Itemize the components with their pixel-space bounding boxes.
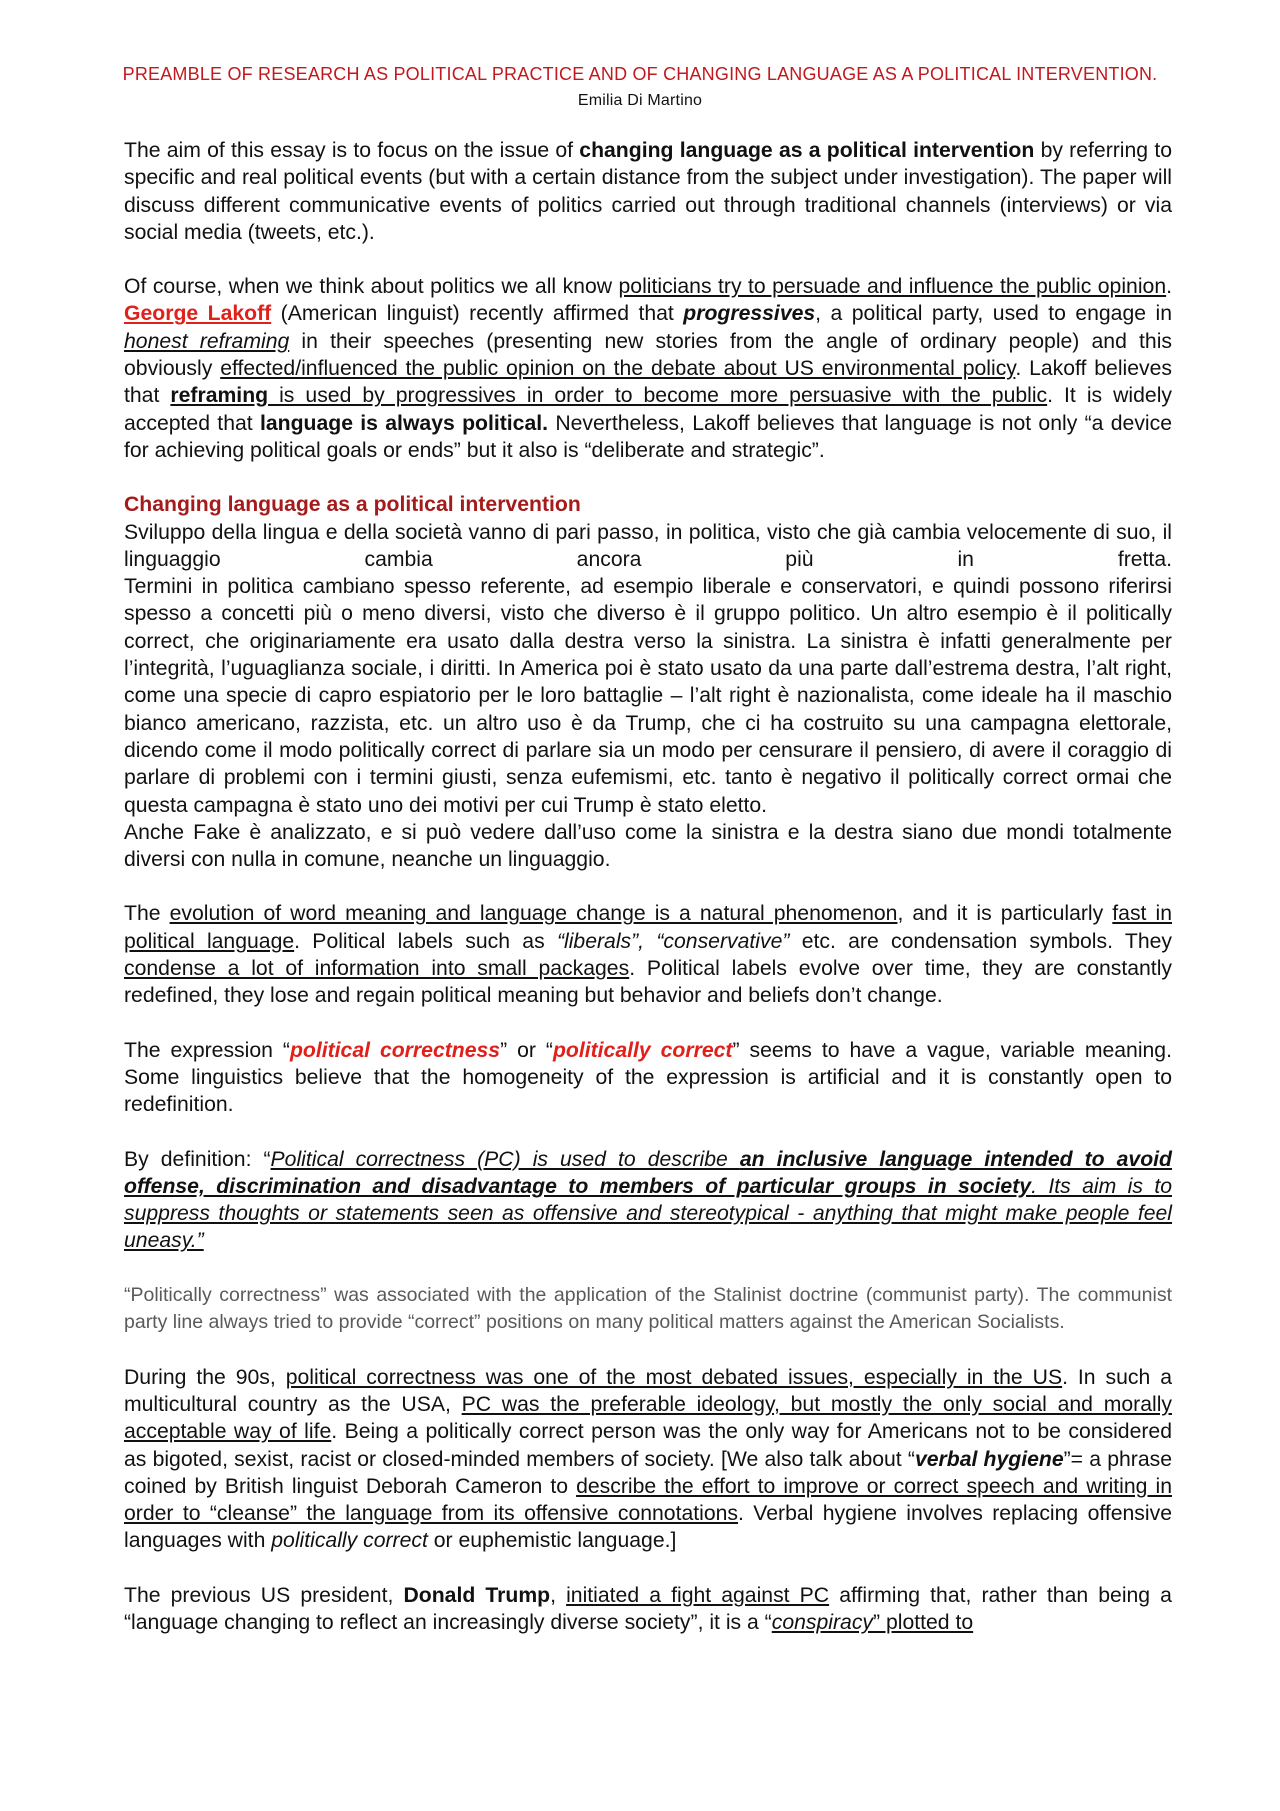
paragraph-90s: During the 90s, political correctness was one of the most debated issues, especially in the US. In such a multicultural country as the USA, PC was the preferable ideology, but mostly the only social and morally acceptable way of life. Being a politically correct person was the only way for Americans not to be considered as bigoted, sexist, racist or closed-minded members of society. [We also talk about “verbal hygiene”= a phrase coined by British linguist Deborah Cameron to describe the effort to improve or correct speech and writing in order to “cleanse” the language from its offensive connotations. Verbal hygiene involves replacing offensive languages with politically correct or euphemistic language.] [124,1365,1173,1553]
section-heading: Changing language as a political intervention [124,493,581,517]
paragraph-expression: The expression “political correctness” or “politically correct” seems to have a vague, variable meaning. Some linguistics believe that the homogeneity of the expression is artificial and it is constantly open to redefinition. [124,1038,1172,1117]
paragraph-lakoff: Of course, when we think about politics we all know politicians try to persuade and influence the public opinion. George Lakoff (American linguist) recently affirmed that progressives, a political party, used to engage in honest reframing in their speeches (presenting new stories from the angle of ordinary people) and this obviously effected/influenced the public opinion on the debate about US environmental policy. Lakoff believes that reframing is used by progressives in order to become more persuasive with the public. It is widely accepted that language is always political. Nevertheless, Lakoff believes that language is not only “a device for achieving political goals or ends” but it also is “deliberate and strategic”. [124,275,1173,462]
document-author: Emilia Di Martino [577,92,703,109]
paragraph-italian: Sviluppo della lingua e della società vanno di pari passo, in politica, visto che già cambia velocemente di suo, il linguaggio cambia ancora più in fretta. Termini in politica cambiano spesso referente, ad esempio liberale e conservatori, e quindi possono riferirsi spesso a concetti più o meno diversi, visto che diverso è il gruppo politico. Un altro esempio è il politically correct, che originariamente era usato dalla destra verso la sinistra. La sinistra è infatti generalmente per l’integrità, l’uguaglianza sociale, i diritti. In America poi è stato usato da una parte dall’estrema destra, l’alt right, come una specie di capro espiatorio per le loro battaglie – l’alt right è nazionalista, come ideale ha il maschio bianco americano, razzista, etc. un altro uso è da Trump, che ci ha costruito su una campagna elettorale, dicendo come il modo politically correct di parlare sia un modo per censurare il pensiero, di avere il coraggio di parlare di problemi con i termini giusti, senza eufemismi, etc. tanto è negativo il politically correct ormai che questa campagna è stato uno dei motivi per cui Trump è stato eletto. Anche Fake è analizzato, e si può vedere dall’uso come la sinistra e la destra siano due mondi totalmente diversi con nulla in comune, neanche un linguaggio. [124,520,1172,872]
paragraph-stalinist: “Politically correctness” was associated with the application of the Stalinist doctrine (communist party). The communist party line always tried to provide “correct” positions on many political matters against the American Socialists. [124,1283,1172,1334]
paragraph-evolution: The evolution of word meaning and language change is a natural phenomenon, and it is particularly fast in political language. Political labels such as “liberals”, “conservative” etc. are condensation symbols. They condense a lot of information into small packages. Political labels evolve over time, they are constantly redefined, they lose and regain political meaning but behavior and beliefs don’t change. [124,902,1172,1008]
paragraph-definition: By definition: “Political correctness (PC) is used to describe an inclusive language intended to avoid offense, discrimination and disadvantage to members of particular groups in society. Its aim is to suppress thoughts or statements seen as offensive and stereotypical - anything that might make people feel uneasy.” [124,1147,1172,1253]
document-title: PREAMBLE OF RESEARCH AS POLITICAL PRACTICE AND OF CHANGING LANGUAGE AS A POLITICAL INTERVENTION. [122,64,1158,84]
document-body [124,137,1172,1663]
paragraph-intro: The aim of this essay is to focus on the issue of changing language as a political intervention by referring to specific and real political events (but with a certain distance from the subject under investigation). The paper will discuss different communicative events of politics carried out through traditional channels (interviews) or via social media (tweets, etc.). [124,139,1172,244]
lakoff-name: George Lakoff [124,302,272,326]
paragraph-trump: The previous US president, Donald Trump, initiated a fight against PC affirming that, rather than being a “language changing to reflect an increasingly diverse society”, it is a “conspiracy” plotted to [124,1583,1172,1635]
document-header [120,62,1160,113]
